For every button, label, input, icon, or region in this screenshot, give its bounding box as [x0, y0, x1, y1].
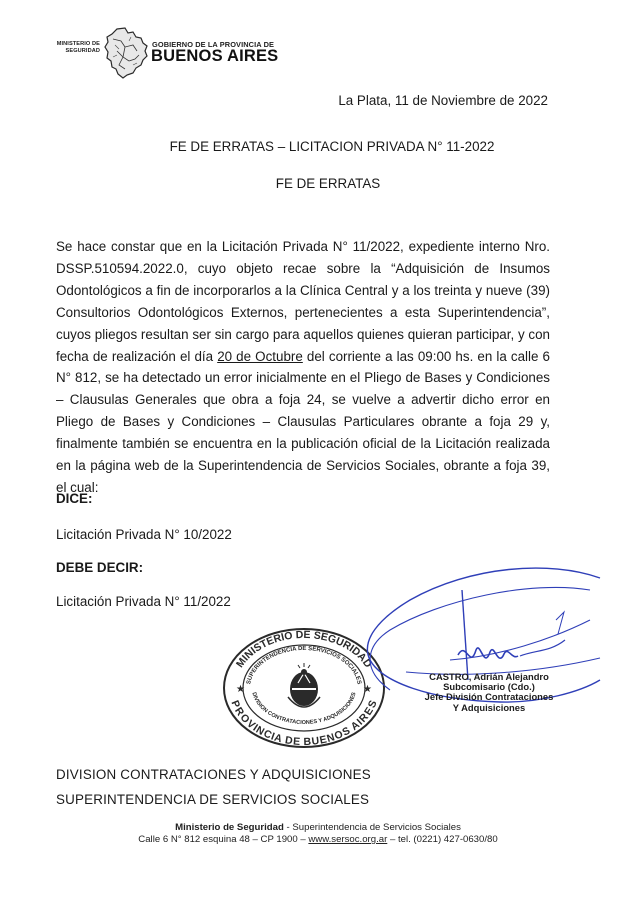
signatory-name: CASTRO, Adrián Alejandro [429, 671, 549, 682]
body-text-part-1: Se hace constar que en la Licitación Privada N° 11/2022, expediente interno Nro. DSSP.510594.2022.0, cuyo objeto recae sobre la “Adquisición de Insumos Odontológicos a fin de incorporarlos a la Clínica Central y a los treinta y nueve (39) Consultorios Odontológicos Externos, pertenecientes a esta Superintendencia”, cuyos pliegos resultan ser sin cargo para aquellos quienes quieran participar, y con fecha de realización el día [56, 239, 550, 364]
footer-ministerio: Ministerio de Seguridad [175, 822, 284, 833]
province-map-icon [103, 27, 149, 79]
document-date: La Plata, 11 de Noviembre de 2022 [338, 93, 548, 108]
superintendencia-label: SUPERINTENDENCIA DE SERVICIOS SOCIALES [56, 792, 370, 807]
gobierno-label: GOBIERNO DE LA PROVINCIA DE [152, 40, 275, 49]
stamp-star-left-icon: ★ [236, 684, 245, 695]
footer-phone: – tel. (0221) 427-0630/80 [387, 834, 498, 845]
signatory-block [404, 672, 574, 713]
body-underlined-date: 20 de Octubre [217, 348, 303, 364]
stamp-outer-bottom-text: PROVINCIA DE BUENOS AIRES [228, 698, 380, 749]
body-paragraph [56, 236, 550, 499]
footer-line-1 [0, 822, 636, 833]
stamp-coat-of-arms-icon [288, 663, 320, 707]
footer-website-link[interactable]: www.sersoc.org.ar [308, 834, 388, 845]
footer-address: Calle 6 N° 812 esquina 48 – CP 1900 – [138, 834, 309, 845]
buenos-aires-label: BUENOS AIRES [151, 47, 279, 65]
ministerio-line-1: MINISTERIO DE [56, 41, 100, 47]
stamp-outer-top-text: MINISTERIO DE SEGURIDAD [233, 628, 375, 671]
stamp-star-right-icon: ★ [363, 684, 372, 695]
debe-decir-value: Licitación Privada N° 11/2022 [56, 594, 231, 609]
dice-label: DICE: [56, 491, 93, 506]
footer-line-2 [0, 834, 636, 845]
document-subtitle: FE DE ERRATAS [275, 176, 381, 191]
dice-value: Licitación Privada N° 10/2022 [56, 527, 232, 542]
footer-line-1-rest: - Superintendencia de Servicios Sociales [283, 822, 461, 833]
division-label: DIVISION CONTRATACIONES Y ADQUISICIONES [56, 767, 371, 782]
body-text-part-2: del corriente a las 09:00 hs. en la calle 6 N° 812, se ha detectado un error inicialmente en el Pliego de Bases y Condiciones – Clausulas Generales que obra a foja 24, se vuelve a advertir dicho error en Pliego de Bases y Condiciones – Clausulas Particulares obrante a foja 29 y, finalmente también se encuentra en la publicación oficial de la Licitación realizada en la página web de la Superintendencia de Servicios Sociales, obrante a foja 39, el cual: [56, 348, 550, 495]
stamp-inner-bottom-text: DIVISION CONTRATACIONES Y ADQUISICIONES [250, 691, 358, 727]
stamp-inner-top-text: SUPERINTENDENCIA DE SERVICIOS SOCIALES [246, 645, 362, 685]
signatory-rank: Subcomisario (Cdo.) [443, 681, 535, 693]
signatory-role-line-1: Jefe División Contrataciones [424, 691, 554, 703]
document-title: FE DE ERRATAS – LICITACION PRIVADA N° 11-2022 [169, 139, 495, 154]
ministerio-line-2: SEGURIDAD [65, 48, 100, 54]
debe-decir-label: DEBE DECIR: [56, 560, 144, 575]
signatory-role-line-2: Y Adquisiciones [452, 701, 526, 713]
ministerio-logo-text [50, 41, 100, 55]
